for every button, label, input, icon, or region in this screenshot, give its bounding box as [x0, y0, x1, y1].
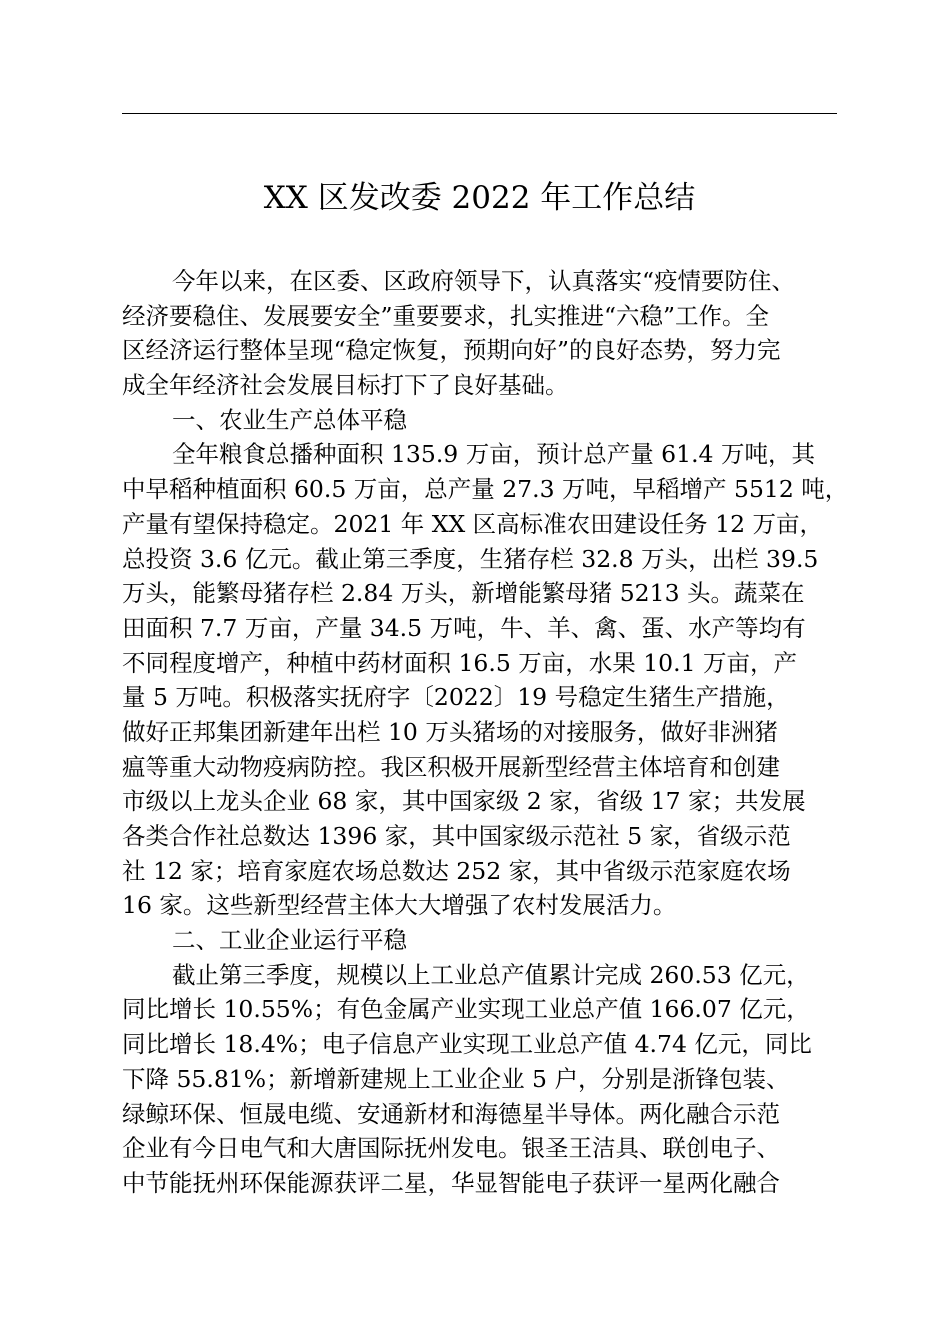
text-line: 产量有望保持稳定。2021 年 XX 区高标准农田建设任务 12 万亩， — [122, 509, 824, 538]
text-line: 田面积 7.7 万亩，产量 34.5 万吨，牛、羊、禽、蛋、水产等均有 — [122, 613, 806, 642]
section-heading: 一、农业生产总体平稳 — [172, 405, 407, 434]
text-line: 16 家。这些新型经营主体大大增强了农村发展活力。 — [122, 891, 677, 920]
text-line: 今年以来，在区委、区政府领导下，认真落实“疫情要防住、 — [172, 267, 796, 295]
document-title: XX 区发改委 2022 年工作总结 — [263, 180, 696, 216]
text-line: 同比增长 10.55%；有色金属产业实现工业总产值 166.07 亿元， — [122, 995, 810, 1024]
section-heading: 二、工业企业运行平稳 — [172, 926, 407, 955]
text-line: 万头，能繁母猪存栏 2.84 万头，新增能繁母猪 5213 头。蔬菜在 — [122, 579, 805, 608]
text-line: 成全年经济社会发展目标打下了良好基础。 — [122, 371, 569, 400]
text-line: 总投资 3.6 亿元。截止第三季度，生猪存栏 32.8 万头，出栏 39.5 — [122, 544, 819, 573]
text-line: 中早稻种植面积 60.5 万亩，总产量 27.3 万吨，早稻增产 5512 吨， — [122, 475, 849, 504]
text-line: 全年粮食总播种面积 135.9 万亩，预计总产量 61.4 万吨，其 — [172, 440, 815, 469]
text-line: 区经济运行整体呈现“稳定恢复，预期向好”的良好态势，努力完 — [122, 336, 781, 365]
text-line: 量 5 万吨。积极落实抚府字〔2022〕19 号稳定生猪生产措施， — [122, 683, 790, 712]
text-line: 瘟等重大动物疫病防控。我区积极开展新型经营主体培育和创建 — [122, 752, 780, 781]
text-line: 截止第三季度，规模以上工业总产值累计完成 260.53 亿元， — [172, 960, 810, 989]
text-line: 中节能抚州环保能源获评二星，华显智能电子获评一星两化融合 — [122, 1168, 780, 1197]
document-body — [122, 264, 850, 1201]
text-line: 各类合作社总数达 1396 家，其中国家级示范社 5 家，省级示范 — [122, 822, 791, 850]
text-line: 绿鲸环保、恒晟电缆、安通新材和海德星半导体。两化融合示范 — [122, 1099, 780, 1128]
text-line: 经济要稳住、发展要安全”重要要求，扎实推进“六稳”工作。全 — [122, 301, 770, 330]
text-line: 企业有今日电气和大唐国际抚州发电。银圣王洁具、联创电子、 — [122, 1134, 780, 1163]
text-line: 下降 55.81%；新增新建规上工业企业 5 户，分别是浙锋包装、 — [122, 1064, 790, 1093]
text-line: 同比增长 18.4%；电子信息产业实现工业总产值 4.74 亿元，同比 — [122, 1030, 812, 1059]
header-rule — [122, 113, 837, 114]
text-line: 市级以上龙头企业 68 家，其中国家级 2 家，省级 17 家；共发展 — [122, 787, 806, 816]
text-line: 做好正邦集团新建年出栏 10 万头猪场的对接服务，做好非洲猪 — [122, 717, 778, 746]
text-line: 不同程度增产，种植中药材面积 16.5 万亩，水果 10.1 万亩，产 — [122, 648, 798, 677]
text-line: 社 12 家；培育家庭农场总数达 252 家，其中省级示范家庭农场 — [122, 856, 791, 885]
